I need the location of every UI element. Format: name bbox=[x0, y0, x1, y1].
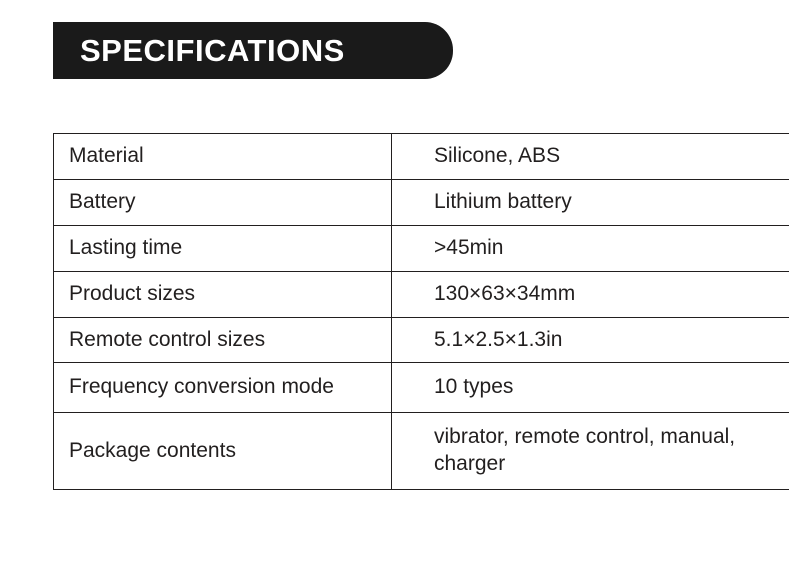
page-title: SPECIFICATIONS bbox=[80, 33, 345, 68]
spec-label: Product sizes bbox=[54, 271, 392, 317]
spec-label: Battery bbox=[54, 179, 392, 225]
spec-value: 5.1×2.5×1.3in bbox=[392, 317, 789, 363]
spec-label: Lasting time bbox=[54, 225, 392, 271]
spec-value: 10 types bbox=[392, 363, 789, 413]
table-row bbox=[54, 317, 789, 363]
spec-value: Silicone, ABS bbox=[392, 134, 789, 180]
table-row bbox=[54, 271, 789, 317]
table-row bbox=[54, 134, 789, 180]
table-row bbox=[54, 363, 789, 413]
spec-value: 130×63×34mm bbox=[392, 271, 789, 317]
specifications-table bbox=[53, 133, 789, 490]
spec-value: vibrator, remote control, manual, charger bbox=[392, 413, 789, 490]
table-row bbox=[54, 413, 789, 490]
spec-label: Remote control sizes bbox=[54, 317, 392, 363]
spec-label: Material bbox=[54, 134, 392, 180]
spec-value: >45min bbox=[392, 225, 789, 271]
table-row bbox=[54, 179, 789, 225]
spec-value: Lithium battery bbox=[392, 179, 789, 225]
spec-label: Frequency conversion mode bbox=[54, 363, 392, 413]
spec-label: Package contents bbox=[54, 413, 392, 490]
specifications-header-badge bbox=[53, 22, 453, 79]
table-row bbox=[54, 225, 789, 271]
